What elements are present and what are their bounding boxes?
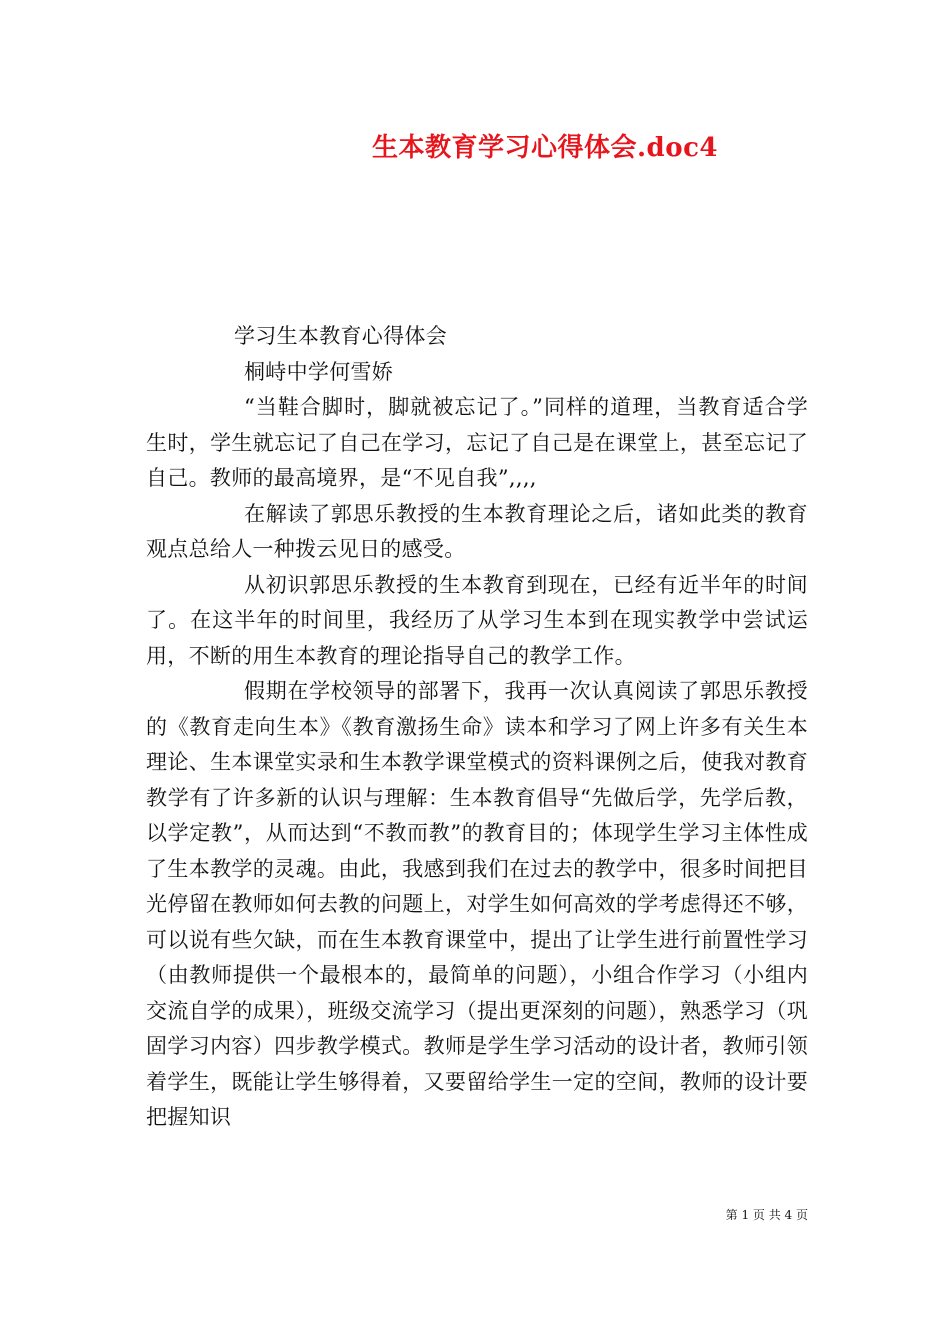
author-line: 桐峙中学何雪娇 xyxy=(244,359,394,384)
essay-heading: 学习生本教育心得体会 xyxy=(234,324,447,348)
paragraph-1: “当鞋合脚时，脚就被忘记了。”同样的道理，当教育适合学生时，学生就忘记了自己在学习，忘记了自己是在课堂上，甚至忘记了自己。教师的最高境界，是“不见自我”,,,, xyxy=(146,395,808,490)
paragraph-4: 假期在学校领导的部署下，我再一次认真阅读了郭思乐教授的《教育走向生本》《教育激扬生命》读本和学习了网上许多有关生本理论、生本课堂实录和生本教学课堂模式的资料课例之后，使我对教育教学有了许多新的认识与理解：生本教育倡导“先做后学，先学后教，以学定教”，从而达到“不教而教”的教育目的；体现学生学习主体性成了生本教学的灵魂。由此，我感到我们在过去的教学中，很多时间把目光停留在教师如何去教的问题上，对学生如何高效的学考虑得还不够，可以说有些欠缺，而在生本教育课堂中，提出了让学生进行前置性学习（由教师提供一个最根本的，最简单的问题），小组合作学习（小组内交流自学的成果），班级交流学习（提出更深刻的问题），熟悉学习（巩固学习内容）四步教学模式。教师是学生学习活动的设计者，教师引领着学生，既能让学生够得着，又要留给学生一定的空间，教师的设计要把握知识 xyxy=(146,679,808,1129)
page-number-footer: 第 1 页 共 4 页 xyxy=(725,1208,808,1222)
document-body xyxy=(146,319,808,1136)
paragraph-3: 从初识郭思乐教授的生本教育到现在，已经有近半年的时间了。在这半年的时间里，我经历了从学习生本到在现实教学中尝试运用，不断的用生本教育的理论指导自己的教学工作。 xyxy=(146,572,808,668)
paragraph-2: 在解读了郭思乐教授的生本教育理论之后，诸如此类的教育观点总给人一种拨云见日的感受。 xyxy=(146,501,808,561)
document-title: 生本教育学习心得体会.doc4 xyxy=(372,133,718,163)
